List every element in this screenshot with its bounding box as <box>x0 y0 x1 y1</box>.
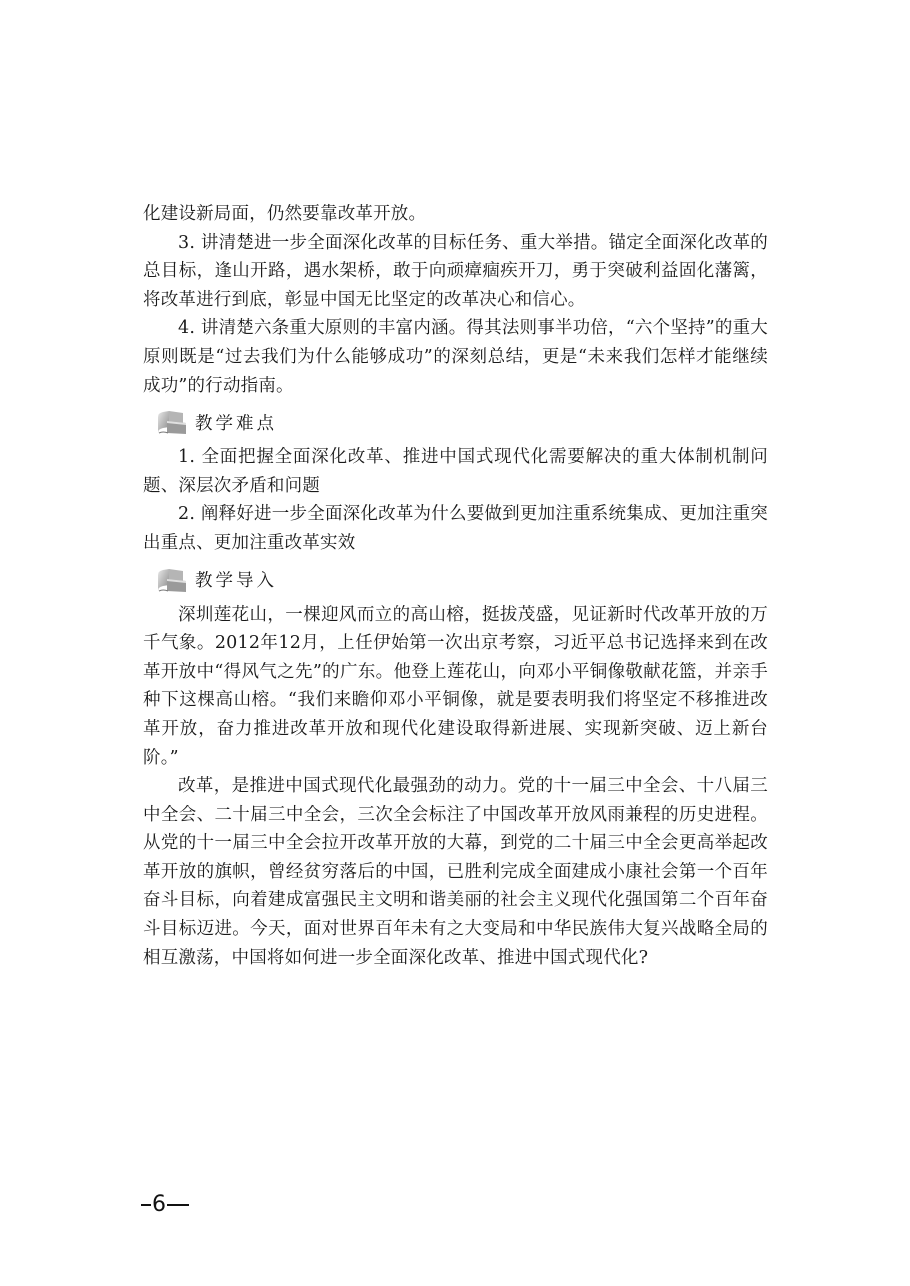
paragraph: 化建设新局面，仍然要靠改革开放。 <box>143 204 427 224</box>
book-stack-icon <box>155 407 189 437</box>
paragraph-goal-tasks: 3. 讲清楚进一步全面深化改革的目标任务、重大举措。锚定全面深化改革的总目标，逢山开路，遇水架桥，敢于向顽瘴痼疾开刀，勇于突破利益固化藩篱，将改革进行到底，彰显中国无比坚定的改革决心和信心。 <box>143 232 768 310</box>
section-heading-introduction <box>143 560 768 600</box>
page-number-value: 6 <box>152 1192 166 1217</box>
paragraph-intro-2: 改革，是推进中国式现代化最强劲的动力。党的十一届三中全会、十八届三中全会、二十届三中全会，三次全会标注了中国改革开放风雨兼程的历史进程。从党的十一届三中全会拉开改革开放的大幕，到党的二十届三中全会更高举起改革开放的旗帜，曾经贫穷落后的中国，已胜利完成全面建成小康社会第一个百年奋斗目标，向着建成富强民主文明和谐美丽的社会主义现代化强国第二个百年奋斗目标迈进。今天，面对世界百年未有之大变局和中华民族伟大复兴战略全局的相互激荡，中国将如何进一步全面深化改革、推进中国式现代化? <box>143 776 768 968</box>
section-title: 教学难点 <box>195 413 277 434</box>
page-content <box>143 200 768 972</box>
page-number-dash <box>141 1204 151 1206</box>
paragraph-intro-1: 深圳莲花山，一棵迎风而立的高山榕，挺拔茂盛，见证新时代改革开放的万千气象。2012年12月，上任伊始第一次出京考察，习近平总书记选择来到在改革开放中“得风气之先”的广东。他登上莲花山，向邓小平铜像敬献花篮，并亲手种下这棵高山榕。“我们来瞻仰邓小平铜像，就是要表明我们将坚定不移推进改革开放，奋力推进改革开放和现代化建设取得新进展、实现新突破、迈上新台阶。” <box>143 604 768 768</box>
section-heading-difficulties <box>143 402 768 442</box>
book-stack-icon <box>155 565 189 595</box>
page-number <box>141 1192 189 1217</box>
section-title: 教学导入 <box>195 571 277 592</box>
paragraph-six-principles: 4. 讲清楚六条重大原则的丰富内涵。得其法则事半功倍，“六个坚持”的重大原则既是“过去我们为什么能够成功”的深刻总结，更是“未来我们怎样才能继续成功”的行动指南。 <box>143 318 768 396</box>
paragraph-difficulty-2: 2. 阐释好进一步全面深化改革为什么要做到更加注重系统集成、更加注重突出重点、更加注重改革实效 <box>143 504 768 553</box>
page-number-dash <box>167 1204 189 1206</box>
paragraph-difficulty-1: 1. 全面把握全面深化改革、推进中国式现代化需要解决的重大体制机制问题、深层次矛盾和问题 <box>143 447 768 496</box>
